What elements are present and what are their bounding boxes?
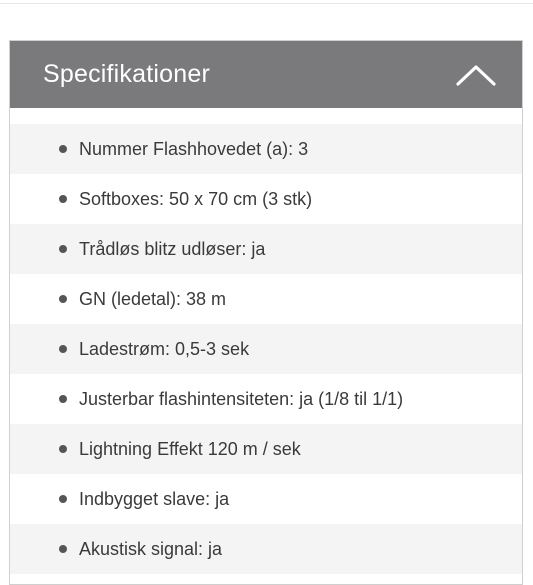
bullet-icon — [59, 545, 67, 553]
bullet-icon — [59, 245, 67, 253]
spec-item — [10, 374, 522, 424]
spec-text: Trådløs blitz udløser: ja — [79, 238, 266, 259]
bullet-icon — [59, 195, 67, 203]
specifications-panel — [9, 40, 523, 585]
panel-title: Specifikationer — [43, 60, 210, 88]
spec-text: Akustisk signal: ja — [79, 538, 223, 559]
bullet-icon — [59, 295, 67, 303]
spec-item — [10, 274, 522, 324]
spec-item — [10, 224, 522, 274]
spec-text: GN (ledetal): 38 m — [79, 288, 227, 309]
spec-item — [10, 124, 522, 174]
bullet-icon — [59, 345, 67, 353]
spec-item — [10, 174, 522, 224]
spec-text: Softboxes: 50 x 70 cm (3 stk) — [79, 188, 313, 209]
spec-text: Lightning Effekt 120 m / sek — [79, 438, 301, 459]
spec-item — [10, 424, 522, 474]
spec-text: Justerbar flashintensiteten: ja (1/8 til 1/1) — [79, 388, 404, 409]
bullet-icon — [59, 145, 67, 153]
spec-item — [10, 524, 522, 574]
specifications-panel-header[interactable] — [10, 41, 522, 108]
bullet-icon — [59, 395, 67, 403]
spec-text: Ladestrøm: 0,5-3 sek — [79, 338, 250, 359]
spec-item — [10, 324, 522, 374]
spec-text: Indbygget slave: ja — [79, 488, 230, 509]
top-divider — [0, 0, 533, 4]
chevron-up-icon[interactable] — [456, 63, 496, 87]
bullet-icon — [59, 495, 67, 503]
spec-item — [10, 474, 522, 524]
spec-list — [10, 124, 522, 574]
spec-text: Nummer Flashhovedet (a): 3 — [79, 138, 309, 159]
bullet-icon — [59, 445, 67, 453]
